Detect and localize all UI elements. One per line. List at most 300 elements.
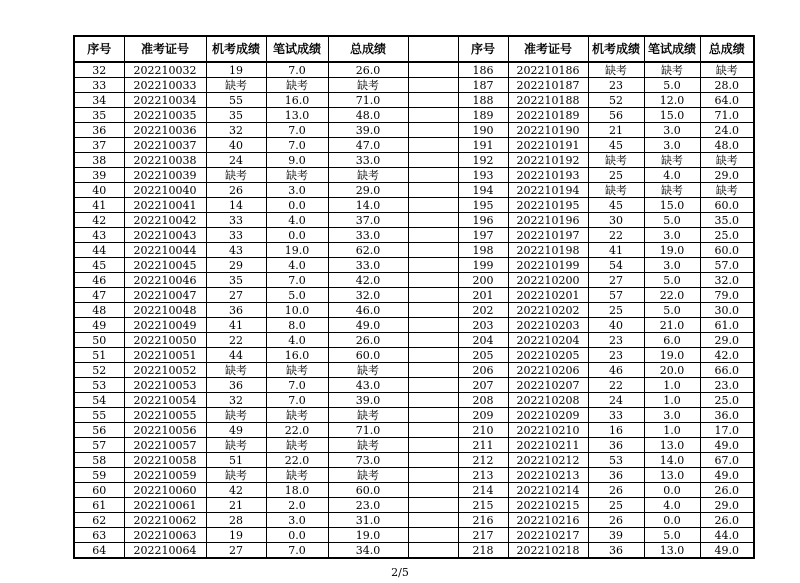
table-cell: 58 — [74, 453, 124, 468]
table-cell: 36 — [588, 468, 644, 483]
table-cell — [408, 303, 458, 318]
table-cell: 13.0 — [644, 438, 700, 453]
table-cell: 41 — [588, 243, 644, 258]
table-cell: 4.0 — [266, 258, 328, 273]
table-cell: 14 — [206, 198, 266, 213]
table-cell: 47.0 — [328, 138, 408, 153]
table-cell: 30.0 — [700, 303, 754, 318]
table-cell: 202210187 — [508, 78, 588, 93]
table-cell: 216 — [458, 513, 508, 528]
table-cell — [408, 498, 458, 513]
table-row — [74, 483, 754, 498]
table-cell: 25.0 — [700, 393, 754, 408]
table-cell: 202210054 — [124, 393, 206, 408]
table-cell: 202210043 — [124, 228, 206, 243]
table-cell: 3.0 — [266, 183, 328, 198]
table-cell: 37 — [74, 138, 124, 153]
table-cell: 26 — [588, 513, 644, 528]
table-cell: 48.0 — [700, 138, 754, 153]
table-cell: 202 — [458, 303, 508, 318]
table-cell: 43 — [206, 243, 266, 258]
table-cell: 66.0 — [700, 363, 754, 378]
table-cell: 40 — [588, 318, 644, 333]
table-cell: 24.0 — [700, 123, 754, 138]
table-cell: 59 — [74, 468, 124, 483]
table-cell: 202210059 — [124, 468, 206, 483]
table-row — [74, 243, 754, 258]
table-cell: 45 — [588, 198, 644, 213]
table-cell: 43 — [74, 228, 124, 243]
table-cell: 27 — [206, 288, 266, 303]
table-cell: 5.0 — [266, 288, 328, 303]
table-cell — [408, 183, 458, 198]
table-cell — [408, 138, 458, 153]
table-cell: 7.0 — [266, 543, 328, 559]
table-cell: 217 — [458, 528, 508, 543]
table-cell: 7.0 — [266, 273, 328, 288]
table-row — [74, 528, 754, 543]
table-cell: 7.0 — [266, 123, 328, 138]
table-cell: 202210041 — [124, 198, 206, 213]
table-cell: 49 — [74, 318, 124, 333]
table-cell: 202210193 — [508, 168, 588, 183]
table-cell: 46 — [74, 273, 124, 288]
table-cell: 202210056 — [124, 423, 206, 438]
table-cell: 54 — [588, 258, 644, 273]
table-cell: 8.0 — [266, 318, 328, 333]
table-cell: 缺考 — [206, 438, 266, 453]
table-cell: 9.0 — [266, 153, 328, 168]
table-cell: 202210049 — [124, 318, 206, 333]
table-cell: 61 — [74, 498, 124, 513]
table-cell: 4.0 — [644, 498, 700, 513]
table-row — [74, 363, 754, 378]
table-cell: 21 — [588, 123, 644, 138]
table-cell: 202210204 — [508, 333, 588, 348]
table-cell: 214 — [458, 483, 508, 498]
table-cell: 202210044 — [124, 243, 206, 258]
table-cell: 缺考 — [588, 153, 644, 168]
table-cell: 202210035 — [124, 108, 206, 123]
table-row — [74, 183, 754, 198]
table-cell: 190 — [458, 123, 508, 138]
table-cell — [408, 378, 458, 393]
table-cell: 缺考 — [328, 78, 408, 93]
table-cell: 7.0 — [266, 378, 328, 393]
table-cell — [408, 423, 458, 438]
table-row — [74, 153, 754, 168]
table-cell: 202210217 — [508, 528, 588, 543]
table-cell: 22 — [588, 378, 644, 393]
table-cell — [408, 78, 458, 93]
table-cell: 23.0 — [328, 498, 408, 513]
table-cell: 缺考 — [328, 168, 408, 183]
table-row — [74, 498, 754, 513]
table-cell: 202210207 — [508, 378, 588, 393]
table-cell: 缺考 — [266, 408, 328, 423]
table-cell: 49.0 — [700, 543, 754, 559]
table-cell: 51 — [74, 348, 124, 363]
column-header: 序号 — [74, 36, 124, 62]
column-header: 笔试成绩 — [644, 36, 700, 62]
table-row — [74, 318, 754, 333]
table-cell: 26 — [206, 183, 266, 198]
table-cell: 202210038 — [124, 153, 206, 168]
table-cell: 33 — [206, 213, 266, 228]
table-cell: 52 — [588, 93, 644, 108]
table-cell: 36.0 — [700, 408, 754, 423]
table-cell: 210 — [458, 423, 508, 438]
table-cell: 57.0 — [700, 258, 754, 273]
column-header: 准考证号 — [508, 36, 588, 62]
table-cell: 4.0 — [266, 333, 328, 348]
table-cell: 缺考 — [206, 408, 266, 423]
table-cell: 193 — [458, 168, 508, 183]
table-cell: 57 — [588, 288, 644, 303]
table-cell: 缺考 — [266, 468, 328, 483]
table-cell: 202210045 — [124, 258, 206, 273]
table-cell: 202210208 — [508, 393, 588, 408]
table-cell — [408, 62, 458, 78]
table-cell: 202210199 — [508, 258, 588, 273]
table-cell: 36 — [588, 543, 644, 559]
table-cell: 23.0 — [700, 378, 754, 393]
table-cell: 202210048 — [124, 303, 206, 318]
table-row — [74, 228, 754, 243]
table-cell: 202210057 — [124, 438, 206, 453]
table-cell: 44.0 — [700, 528, 754, 543]
table-cell: 缺考 — [266, 168, 328, 183]
table-cell — [408, 438, 458, 453]
table-cell: 202210039 — [124, 168, 206, 183]
table-cell — [408, 543, 458, 559]
table-cell: 202210046 — [124, 273, 206, 288]
table-cell: 21.0 — [644, 318, 700, 333]
table-cell: 202210047 — [124, 288, 206, 303]
table-cell: 202210202 — [508, 303, 588, 318]
table-cell: 62.0 — [328, 243, 408, 258]
table-cell: 0.0 — [644, 483, 700, 498]
table-cell: 4.0 — [644, 168, 700, 183]
table-cell: 64 — [74, 543, 124, 559]
table-cell: 26 — [588, 483, 644, 498]
table-cell: 22.0 — [266, 453, 328, 468]
table-cell: 202210055 — [124, 408, 206, 423]
table-cell: 196 — [458, 213, 508, 228]
table-cell: 19 — [206, 528, 266, 543]
table-row — [74, 303, 754, 318]
table-cell: 36 — [206, 378, 266, 393]
table-cell: 29.0 — [328, 183, 408, 198]
table-cell: 194 — [458, 183, 508, 198]
table-cell: 3.0 — [644, 123, 700, 138]
table-cell: 202210197 — [508, 228, 588, 243]
table-cell: 19.0 — [644, 348, 700, 363]
table-cell — [408, 363, 458, 378]
table-row — [74, 138, 754, 153]
table-cell: 缺考 — [266, 78, 328, 93]
table-cell: 缺考 — [328, 363, 408, 378]
table-cell: 0.0 — [644, 513, 700, 528]
table-cell: 25 — [588, 498, 644, 513]
table-cell: 缺考 — [206, 168, 266, 183]
table-cell: 23 — [588, 78, 644, 93]
table-cell: 25.0 — [700, 228, 754, 243]
table-cell — [408, 333, 458, 348]
table-cell: 28 — [206, 513, 266, 528]
table-cell: 67.0 — [700, 453, 754, 468]
table-cell: 36 — [74, 123, 124, 138]
table-cell: 202210058 — [124, 453, 206, 468]
table-cell: 213 — [458, 468, 508, 483]
table-cell: 212 — [458, 453, 508, 468]
table-row — [74, 62, 754, 78]
table-cell: 40 — [206, 138, 266, 153]
table-cell: 202210210 — [508, 423, 588, 438]
table-cell: 52 — [74, 363, 124, 378]
column-header: 笔试成绩 — [266, 36, 328, 62]
table-cell: 7.0 — [266, 62, 328, 78]
table-cell: 42.0 — [700, 348, 754, 363]
table-cell: 31.0 — [328, 513, 408, 528]
table-cell: 5.0 — [644, 528, 700, 543]
table-cell: 53 — [74, 378, 124, 393]
table-cell: 20.0 — [644, 363, 700, 378]
table-cell: 56 — [588, 108, 644, 123]
table-cell — [408, 393, 458, 408]
table-cell — [408, 198, 458, 213]
table-cell: 39.0 — [328, 393, 408, 408]
table-row — [74, 168, 754, 183]
table-cell: 204 — [458, 333, 508, 348]
table-cell: 25 — [588, 168, 644, 183]
table-cell: 3.0 — [644, 228, 700, 243]
table-cell: 60.0 — [700, 243, 754, 258]
table-row — [74, 213, 754, 228]
score-table — [73, 35, 755, 559]
table-cell — [408, 273, 458, 288]
table-cell: 39.0 — [328, 123, 408, 138]
table-cell: 202210052 — [124, 363, 206, 378]
table-cell: 22 — [588, 228, 644, 243]
table-cell: 36 — [588, 438, 644, 453]
table-cell: 202210034 — [124, 93, 206, 108]
column-header: 序号 — [458, 36, 508, 62]
table-cell: 44 — [74, 243, 124, 258]
table-cell: 26.0 — [328, 62, 408, 78]
table-row — [74, 423, 754, 438]
table-cell: 63 — [74, 528, 124, 543]
table-cell: 192 — [458, 153, 508, 168]
table-row — [74, 273, 754, 288]
table-cell — [408, 483, 458, 498]
table-cell: 23 — [588, 348, 644, 363]
table-cell: 0.0 — [266, 528, 328, 543]
table-cell: 5.0 — [644, 303, 700, 318]
table-cell: 202210033 — [124, 78, 206, 93]
table-cell: 39 — [588, 528, 644, 543]
table-row — [74, 258, 754, 273]
table-cell: 61.0 — [700, 318, 754, 333]
table-cell — [408, 258, 458, 273]
table-cell: 202210206 — [508, 363, 588, 378]
table-cell: 7.0 — [266, 393, 328, 408]
table-cell: 35.0 — [700, 213, 754, 228]
table-row — [74, 78, 754, 93]
table-cell: 202210196 — [508, 213, 588, 228]
table-cell: 5.0 — [644, 78, 700, 93]
table-cell: 23 — [588, 333, 644, 348]
table-cell: 186 — [458, 62, 508, 78]
table-cell: 33 — [206, 228, 266, 243]
table-cell: 32.0 — [700, 273, 754, 288]
table-cell: 缺考 — [206, 468, 266, 483]
table-row — [74, 438, 754, 453]
table-cell: 202210190 — [508, 123, 588, 138]
table-cell — [408, 288, 458, 303]
table-cell: 57 — [74, 438, 124, 453]
table-cell — [408, 348, 458, 363]
table-cell: 202210051 — [124, 348, 206, 363]
table-cell — [408, 213, 458, 228]
table-cell: 202210040 — [124, 183, 206, 198]
table-cell: 26.0 — [328, 333, 408, 348]
table-cell: 208 — [458, 393, 508, 408]
table-cell: 202210189 — [508, 108, 588, 123]
table-cell: 32 — [206, 393, 266, 408]
table-cell: 10.0 — [266, 303, 328, 318]
table-cell: 24 — [206, 153, 266, 168]
table-cell — [408, 243, 458, 258]
table-cell: 202210203 — [508, 318, 588, 333]
table-cell: 27 — [206, 543, 266, 559]
table-cell: 207 — [458, 378, 508, 393]
table-cell: 51 — [206, 453, 266, 468]
table-cell: 40 — [74, 183, 124, 198]
table-cell: 202210194 — [508, 183, 588, 198]
table-cell: 46 — [588, 363, 644, 378]
table-cell: 202210037 — [124, 138, 206, 153]
table-cell — [408, 168, 458, 183]
table-row — [74, 393, 754, 408]
table-row — [74, 513, 754, 528]
table-cell: 55 — [74, 408, 124, 423]
table-cell: 203 — [458, 318, 508, 333]
table-cell: 60 — [74, 483, 124, 498]
table-cell: 38 — [74, 153, 124, 168]
table-cell: 1.0 — [644, 423, 700, 438]
column-header: 总成绩 — [328, 36, 408, 62]
table-cell: 60.0 — [700, 198, 754, 213]
table-row — [74, 123, 754, 138]
table-cell: 206 — [458, 363, 508, 378]
table-cell: 48 — [74, 303, 124, 318]
table-cell: 32 — [74, 62, 124, 78]
table-row — [74, 543, 754, 559]
table-cell — [408, 528, 458, 543]
table-cell: 202210061 — [124, 498, 206, 513]
table-cell: 202210192 — [508, 153, 588, 168]
table-cell: 49.0 — [700, 468, 754, 483]
table-cell: 3.0 — [644, 258, 700, 273]
table-cell — [408, 513, 458, 528]
table-cell: 缺考 — [644, 183, 700, 198]
table-cell: 29.0 — [700, 168, 754, 183]
table-cell: 缺考 — [588, 183, 644, 198]
table-cell: 197 — [458, 228, 508, 243]
table-cell: 64.0 — [700, 93, 754, 108]
table-cell: 215 — [458, 498, 508, 513]
table-cell: 缺考 — [588, 62, 644, 78]
table-cell: 62 — [74, 513, 124, 528]
table-cell: 7.0 — [266, 138, 328, 153]
column-header: 机考成绩 — [206, 36, 266, 62]
table-cell: 60.0 — [328, 348, 408, 363]
table-cell: 202210053 — [124, 378, 206, 393]
table-cell: 202210062 — [124, 513, 206, 528]
table-cell — [408, 468, 458, 483]
table-cell: 200 — [458, 273, 508, 288]
table-cell: 42.0 — [328, 273, 408, 288]
table-cell: 19.0 — [328, 528, 408, 543]
table-cell: 79.0 — [700, 288, 754, 303]
table-cell: 202210218 — [508, 543, 588, 559]
table-cell: 1.0 — [644, 378, 700, 393]
table-cell: 54 — [74, 393, 124, 408]
table-cell: 50 — [74, 333, 124, 348]
table-cell: 26.0 — [700, 483, 754, 498]
table-cell: 195 — [458, 198, 508, 213]
table-cell: 202210211 — [508, 438, 588, 453]
table-cell: 3.0 — [644, 138, 700, 153]
table-cell: 15.0 — [644, 198, 700, 213]
table-cell: 13.0 — [644, 543, 700, 559]
table-cell: 71.0 — [328, 423, 408, 438]
table-cell: 198 — [458, 243, 508, 258]
table-cell: 202210064 — [124, 543, 206, 559]
table-cell: 201 — [458, 288, 508, 303]
table-cell: 55 — [206, 93, 266, 108]
table-cell: 53 — [588, 453, 644, 468]
table-cell — [408, 408, 458, 423]
table-row — [74, 378, 754, 393]
table-cell: 202210198 — [508, 243, 588, 258]
table-cell: 缺考 — [644, 62, 700, 78]
table-cell: 73.0 — [328, 453, 408, 468]
table-cell: 19 — [206, 62, 266, 78]
table-cell: 13.0 — [644, 468, 700, 483]
table-cell: 缺考 — [644, 153, 700, 168]
table-cell: 71.0 — [328, 93, 408, 108]
table-cell: 202210063 — [124, 528, 206, 543]
table-cell: 2.0 — [266, 498, 328, 513]
table-row — [74, 333, 754, 348]
table-cell: 14.0 — [328, 198, 408, 213]
table-cell: 202210186 — [508, 62, 588, 78]
table-cell: 29.0 — [700, 333, 754, 348]
table-cell: 0.0 — [266, 198, 328, 213]
table-cell: 16.0 — [266, 348, 328, 363]
table-cell: 191 — [458, 138, 508, 153]
table-cell: 48.0 — [328, 108, 408, 123]
table-cell: 202210213 — [508, 468, 588, 483]
table-cell: 202210209 — [508, 408, 588, 423]
table-cell: 202210205 — [508, 348, 588, 363]
table-cell: 缺考 — [206, 78, 266, 93]
table-cell: 12.0 — [644, 93, 700, 108]
header-row — [74, 36, 754, 62]
table-cell: 19.0 — [644, 243, 700, 258]
